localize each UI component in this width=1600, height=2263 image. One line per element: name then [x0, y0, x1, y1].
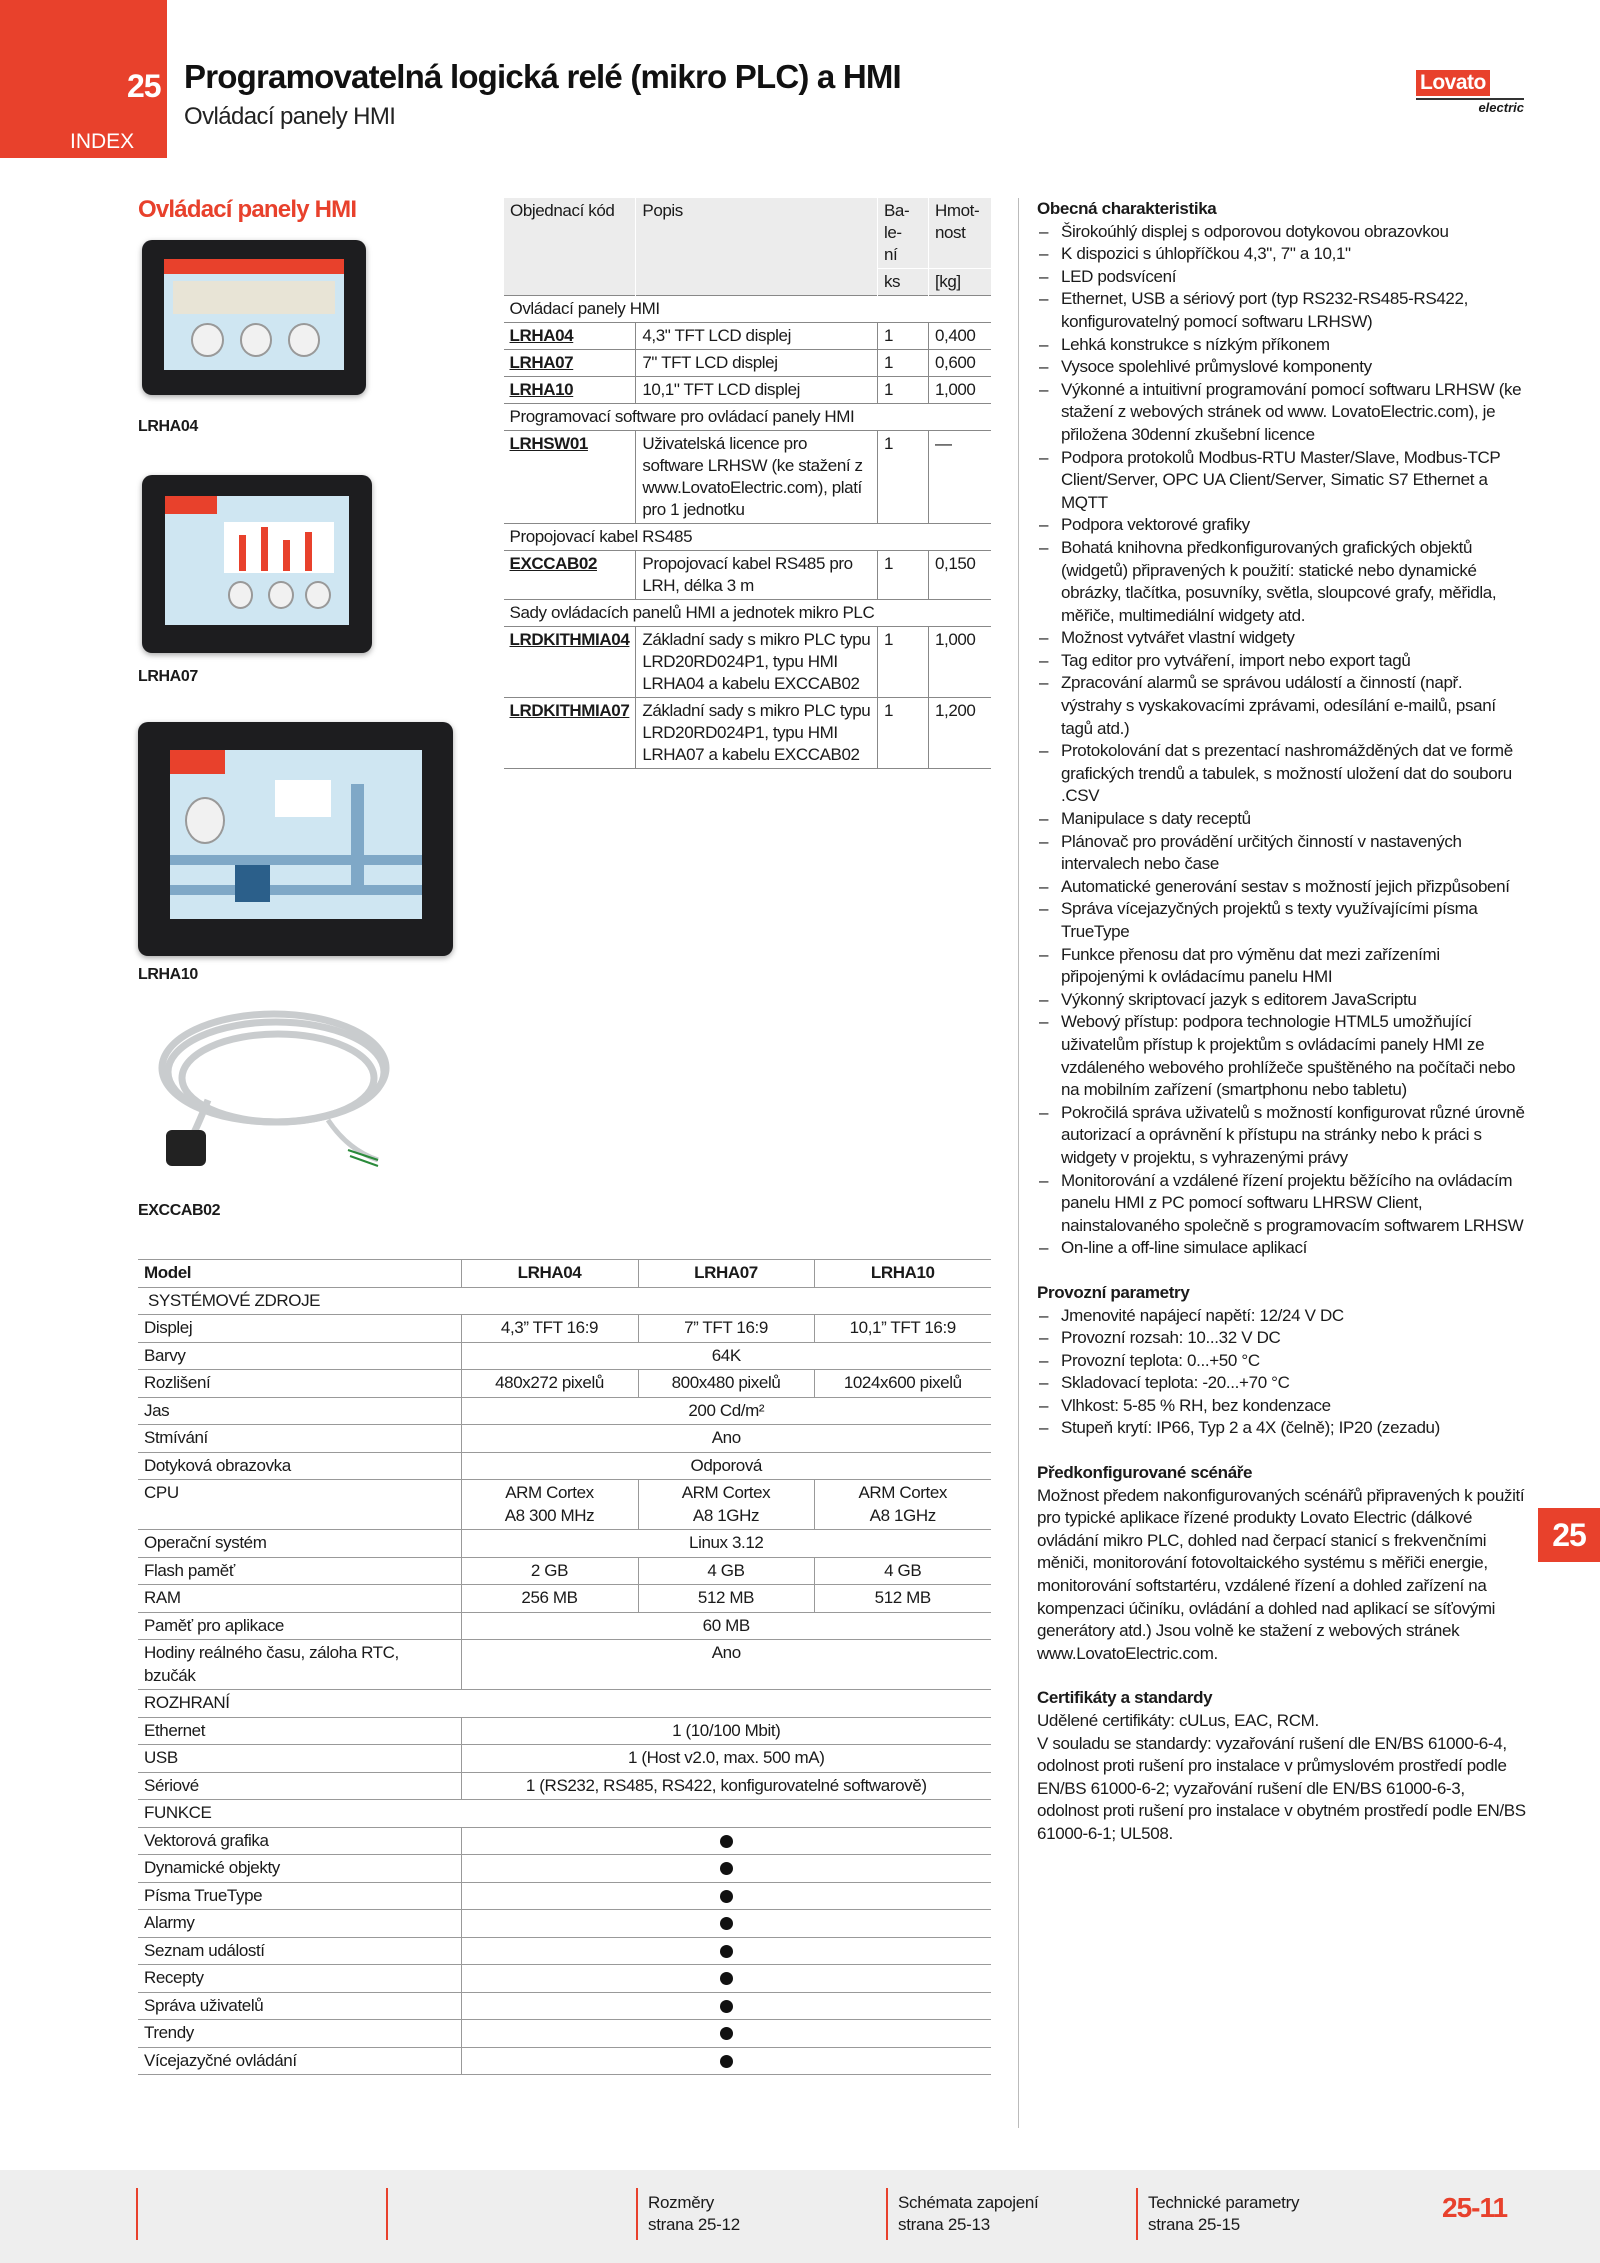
feature-dot	[461, 1992, 991, 2020]
list-item: – Širokoúhlý displej s odporovou dotykovou obrazovkou	[1037, 221, 1527, 244]
list-item: – Ethernet, USB a sériový port (typ RS232-RS485-RS422, konfigurovatelný pomocí softwaru LRHSW)	[1037, 288, 1527, 333]
order-code: LRHA07	[504, 350, 636, 377]
feature-dot	[461, 1882, 991, 1910]
group-title: Propojovací kabel RS485	[504, 524, 992, 551]
spec-label: Rozlišení	[138, 1370, 461, 1398]
exccab02-label: EXCCAB02	[138, 1202, 221, 1219]
order-weight: 1,000	[928, 627, 991, 698]
logo-sub: electric	[1416, 98, 1524, 115]
spec-model-header: Model	[138, 1260, 461, 1288]
spec-value: 200 Cd/m²	[461, 1397, 991, 1425]
lrha10-label: LRHA10	[138, 966, 198, 983]
index-link[interactable]: INDEX	[70, 130, 135, 153]
bullet-icon	[720, 2055, 733, 2068]
page-number: 25-11	[1442, 2192, 1508, 2223]
order-desc: 10,1" TFT LCD displej	[636, 377, 878, 404]
footer-link-page: strana 25-15	[1148, 2215, 1240, 2234]
spec-value: 10,1” TFT 16:9	[814, 1315, 991, 1343]
logo-brand: Lovato	[1416, 70, 1490, 96]
spec-label: Dotyková obrazovka	[138, 1452, 461, 1480]
weight-unit: [kg]	[928, 269, 991, 296]
scenarios-title: Předkonfigurované scénáře	[1037, 1463, 1253, 1483]
spec-value: 4 GB	[814, 1557, 991, 1585]
feature-label: Písma TrueType	[138, 1882, 461, 1910]
bullet-icon	[720, 2027, 733, 2040]
list-item: – K dispozici s úhlopříčkou 4,3", 7" a 10,1"	[1037, 243, 1527, 266]
scenarios-section	[1037, 1462, 1527, 1665]
spec-value: 512 MB	[638, 1585, 814, 1613]
list-item: – Skladovací teplota: -20...+70 °C	[1037, 1372, 1527, 1395]
list-item: – Manipulace s daty receptů	[1037, 808, 1527, 831]
order-desc: Základní sady s mikro PLC typu LRD20RD024P1, typu HMI LRHA04 a kabelu EXCCAB02	[636, 627, 878, 698]
bullet-icon	[720, 1890, 733, 1903]
feature-label: Recepty	[138, 1965, 461, 1993]
spec-label: CPU	[138, 1480, 461, 1530]
page-title: Programovatelná logická relé (mikro PLC) a HMI	[184, 58, 901, 95]
spec-value: 1 (10/100 Mbit)	[461, 1717, 991, 1745]
group-title: Ovládací panely HMI	[504, 296, 992, 323]
lrha10-image	[138, 722, 453, 956]
spec-value: 4,3” TFT 16:9	[461, 1315, 638, 1343]
order-code: LRDKITHMIA04	[504, 627, 636, 698]
order-weight: 0,400	[928, 323, 991, 350]
list-item: – Webový přístup: podpora technologie HTML5 umožňující uživatelům přístup k projektům s ovládacími panely HMI ze vzdáleného webového prohlížeče spuštěného na počítači nebo na mobilním zařízení (smartphonu nebo tabletu)	[1037, 1011, 1527, 1101]
footer-divider	[386, 2188, 388, 2240]
order-desc: Uživatelská licence pro software LRHSW (ke stažení z www.LovatoElectric.com), platí pro 1 jednotku	[636, 431, 878, 524]
spec-value: 1024x600 pixelů	[814, 1370, 991, 1398]
feature-label: Vektorová grafika	[138, 1827, 461, 1855]
exccab02-image	[148, 1010, 393, 1190]
order-weight: 0,600	[928, 350, 991, 377]
order-pack: 1	[877, 551, 928, 600]
list-item: – Monitorování a vzdálené řízení projektu běžícího na ovládacím panelu HMI z PC pomocí softwaru LHRSW Client, nainstalovaného společně s programovacím softwarem LRHSW	[1037, 1170, 1527, 1238]
footer-divider	[636, 2188, 638, 2240]
list-item: – Tag editor pro vytváření, import nebo export tagů	[1037, 650, 1527, 673]
spec-label: RAM	[138, 1585, 461, 1613]
list-item: – Provozní teplota: 0...+50 °C	[1037, 1350, 1527, 1373]
order-desc: Propojovací kabel RS485 pro LRH, délka 3 m	[636, 551, 878, 600]
bullet-icon	[720, 1972, 733, 1985]
bullet-icon	[720, 2000, 733, 2013]
list-item: – Výkonné a intuitivní programování pomocí softwaru LRHSW (ke stažení z webových stránek od www. LovatoElectric.com), je přiložena 30denní zkušební licence	[1037, 379, 1527, 447]
spec-col-lrha04: LRHA04	[461, 1260, 638, 1288]
page-subtitle: Ovládací panely HMI	[184, 103, 396, 130]
spec-label: Barvy	[138, 1342, 461, 1370]
spec-value: 1 (Host v2.0, max. 500 mA)	[461, 1745, 991, 1773]
order-desc: 4,3" TFT LCD displej	[636, 323, 878, 350]
lrha07-label: LRHA07	[138, 668, 198, 685]
spec-value: 64K	[461, 1342, 991, 1370]
list-item: – Vysoce spolehlivé průmyslové komponenty	[1037, 356, 1527, 379]
footer-divider	[136, 2188, 138, 2240]
spec-table	[138, 1259, 991, 2075]
general-section	[1037, 198, 1527, 1260]
col-pack-header: Ba- le- ní	[877, 198, 928, 269]
order-pack: 1	[877, 350, 928, 377]
order-code: LRHA10	[504, 377, 636, 404]
certs-text: Udělené certifikáty: cULus, EAC, RCM. V souladu se standardy: vyzařování rušení dle EN/BS 61000-6-4, odolnost proti rušení pro instalace v průmyslovém prostředí podle EN/BS 61000-6-2; vyzařování rušení dle EN/BS 61000-6-3, odolnost proti rušení pro instalace v obytném prostředí podle EN/BS 61000-6-1; UL508.	[1037, 1711, 1526, 1843]
group-title: Programovací software pro ovládací panely HMI	[504, 404, 992, 431]
col-weight-header: Hmot- nost	[928, 198, 991, 269]
footer-link-dimensions[interactable]	[648, 2192, 740, 2236]
spec-label: Flash paměť	[138, 1557, 461, 1585]
spec-value: 480x272 pixelů	[461, 1370, 638, 1398]
order-pack: 1	[877, 323, 928, 350]
feature-label: Vícejazyčné ovládání	[138, 2047, 461, 2075]
col-code-header: Objednací kód	[504, 198, 636, 296]
feature-label: Dynamické objekty	[138, 1855, 461, 1883]
spec-value: 512 MB	[814, 1585, 991, 1613]
spec-section: FUNKCE	[138, 1800, 991, 1828]
spec-label: Hodiny reálného času, záloha RTC, bzučák	[138, 1640, 461, 1690]
order-desc: 7" TFT LCD displej	[636, 350, 878, 377]
list-item: – Lehká konstrukce s nízkým příkonem	[1037, 334, 1527, 357]
spec-value: 800x480 pixelů	[638, 1370, 814, 1398]
bullet-icon	[720, 1862, 733, 1875]
chapter-side-tab[interactable]: 25	[1538, 1508, 1600, 1562]
characteristics-column	[1037, 198, 1527, 1868]
list-item: – Zpracování alarmů se správou událostí a činností (např. výstrahy s vyskakovacími zprávami, odesílání e-mailů, psaní tagů atd.)	[1037, 672, 1527, 740]
footer-divider	[886, 2188, 888, 2240]
spec-col-lrha10: LRHA10	[814, 1260, 991, 1288]
spec-value: Odporová	[461, 1452, 991, 1480]
footer-link-label: Technické parametry	[1148, 2193, 1300, 2212]
spec-value: 7” TFT 16:9	[638, 1315, 814, 1343]
feature-dot	[461, 2047, 991, 2075]
scenarios-text: Možnost předem nakonfigurovaných scénářů připravených k použití pro typické aplikace řízené produkty Lovato Electric (dálkové ovládání mikro PLC, dohled nad čerpací stanicí s frekvenčními měniči, monitorování fotovoltaického systému s měřiči energie, monitorování softstartéru, vzdálené řízení a dohled zařízení na kompenzaci účiníku, ovládání a dohled nad aplikací se síťovými generátory atd.) Jsou volně ke stažení z webových stránek www.LovatoElectric.com.	[1037, 1485, 1525, 1663]
list-item: – Plánovač pro provádění určitých činností v nastavených intervalech nebo čase	[1037, 831, 1527, 876]
order-pack: 1	[877, 377, 928, 404]
list-item: – Podpora vektorové grafiky	[1037, 514, 1527, 537]
list-item: – Funkce přenosu dat pro výměnu dat mezi zařízeními připojenými k ovládacímu panelu HMI	[1037, 944, 1527, 989]
order-weight: —	[928, 431, 991, 524]
spec-section: SYSTÉMOVÉ ZDROJE	[138, 1287, 991, 1315]
spec-col-lrha07: LRHA07	[638, 1260, 814, 1288]
order-table	[503, 198, 991, 769]
spec-label: Ethernet	[138, 1717, 461, 1745]
lrha04-image	[142, 240, 366, 395]
group-title: Sady ovládacích panelů HMI a jednotek mikro PLC	[504, 600, 992, 627]
order-pack: 1	[877, 698, 928, 769]
spec-value: 2 GB	[461, 1557, 638, 1585]
list-item: – Správa vícejazyčných projektů s texty využívajícími písma TrueType	[1037, 898, 1527, 943]
spec-value: 4 GB	[638, 1557, 814, 1585]
order-weight: 0,150	[928, 551, 991, 600]
spec-label: Jas	[138, 1397, 461, 1425]
spec-label: Operační systém	[138, 1530, 461, 1558]
section-title: Ovládací panely HMI	[138, 196, 357, 223]
column-separator	[1018, 198, 1019, 2128]
col-desc-header: Popis	[636, 198, 878, 296]
footer-link-page: strana 25-13	[898, 2215, 990, 2234]
certs-section	[1037, 1687, 1527, 1845]
list-item: – LED podsvícení	[1037, 266, 1527, 289]
feature-label: Alarmy	[138, 1910, 461, 1938]
spec-value: 256 MB	[461, 1585, 638, 1613]
footer-link-page: strana 25-12	[648, 2215, 740, 2234]
order-desc: Základní sady s mikro PLC typu LRD20RD024P1, typu HMI LRHA07 a kabelu EXCCAB02	[636, 698, 878, 769]
spec-value: Linux 3.12	[461, 1530, 991, 1558]
spec-label: Displej	[138, 1315, 461, 1343]
spec-label: Paměť pro aplikace	[138, 1612, 461, 1640]
lrha04-label: LRHA04	[138, 418, 198, 435]
list-item: – Podpora protokolů Modbus-RTU Master/Slave, Modbus-TCP Client/Server, OPC UA Client/Server, Simatic S7 Ethernet a MQTT	[1037, 447, 1527, 515]
feature-dot	[461, 2020, 991, 2048]
feature-dot	[461, 1910, 991, 1938]
spec-label: Sériové	[138, 1772, 461, 1800]
order-code: EXCCAB02	[504, 551, 636, 600]
spec-value: 60 MB	[461, 1612, 991, 1640]
spec-section: ROZHRANÍ	[138, 1690, 991, 1718]
spec-value: Ano	[461, 1640, 991, 1690]
order-code: LRHSW01	[504, 431, 636, 524]
feature-label: Seznam událostí	[138, 1937, 461, 1965]
footer-link-label: Rozměry	[648, 2193, 714, 2212]
footer-divider	[1136, 2188, 1138, 2240]
feature-dot	[461, 1937, 991, 1965]
general-title: Obecná charakteristika	[1037, 199, 1217, 218]
feature-dot	[461, 1827, 991, 1855]
bullet-icon	[720, 1835, 733, 1848]
order-code: LRHA04	[504, 323, 636, 350]
order-pack: 1	[877, 431, 928, 524]
spec-value: ARM Cortex A8 1GHz	[638, 1480, 814, 1530]
footer-link-label: Schémata zapojení	[898, 2193, 1039, 2212]
spec-value: Ano	[461, 1425, 991, 1453]
footer	[0, 2170, 1600, 2263]
chapter-number: 25	[127, 68, 161, 104]
list-item: – Bohatá knihovna předkonfigurovaných grafických objektů (widgetů) připravených k použití: statické nebo dynamické obrázky, tlačítka, posuvníky, světla, sloupcové grafy, měřidla, měřiče, multimediální widgety atd.	[1037, 537, 1527, 627]
list-item: – Výkonný skriptovací jazyk s editorem JavaScriptu	[1037, 989, 1527, 1012]
bullet-icon	[720, 1917, 733, 1930]
operating-section	[1037, 1282, 1527, 1440]
footer-link-wiring[interactable]	[898, 2192, 1038, 2236]
spec-label: Stmívání	[138, 1425, 461, 1453]
spec-value: ARM Cortex A8 300 MHz	[461, 1480, 638, 1530]
feature-label: Trendy	[138, 2020, 461, 2048]
spec-label: USB	[138, 1745, 461, 1773]
operating-list	[1037, 1305, 1527, 1441]
order-pack: 1	[877, 627, 928, 698]
footer-link-technical[interactable]	[1148, 2192, 1299, 2236]
list-item: – Provozní rozsah: 10...32 V DC	[1037, 1327, 1527, 1350]
feature-dot	[461, 1855, 991, 1883]
feature-label: Správa uživatelů	[138, 1992, 461, 2020]
order-weight: 1,000	[928, 377, 991, 404]
certs-title: Certifikáty a standardy	[1037, 1688, 1213, 1708]
lovato-logo	[1416, 70, 1524, 115]
lrha07-image	[142, 475, 372, 653]
spec-value: ARM Cortex A8 1GHz	[814, 1480, 991, 1530]
list-item: – Vlhkost: 5-85 % RH, bez kondenzace	[1037, 1395, 1527, 1418]
list-item: – Jmenovité napájecí napětí: 12/24 V DC	[1037, 1305, 1527, 1328]
order-weight: 1,200	[928, 698, 991, 769]
general-list	[1037, 221, 1527, 1260]
operating-title: Provozní parametry	[1037, 1282, 1190, 1302]
list-item: – Pokročilá správa uživatelů s možností konfigurovat různé úrovně autorizací a oprávnění k přístupu na stránky nebo k práci s widgety v projektu, s vyhrazenými právy	[1037, 1102, 1527, 1170]
bullet-icon	[720, 1945, 733, 1958]
pack-unit: ks	[877, 269, 928, 296]
list-item: – On-line a off-line simulace aplikací	[1037, 1237, 1527, 1260]
feature-dot	[461, 1965, 991, 1993]
list-item: – Možnost vytvářet vlastní widgety	[1037, 627, 1527, 650]
spec-value: 1 (RS232, RS485, RS422, konfigurovatelné softwarově)	[461, 1772, 991, 1800]
order-code: LRDKITHMIA07	[504, 698, 636, 769]
list-item: – Stupeň krytí: IP66, Typ 2 a 4X (čelně); IP20 (zezadu)	[1037, 1417, 1527, 1440]
list-item: – Automatické generování sestav s možností jejich přizpůsobení	[1037, 876, 1527, 899]
list-item: – Protokolování dat s prezentací nashromážděných dat ve formě grafických trendů a tabulek, s možností uložení dat do souboru .CSV	[1037, 740, 1527, 808]
